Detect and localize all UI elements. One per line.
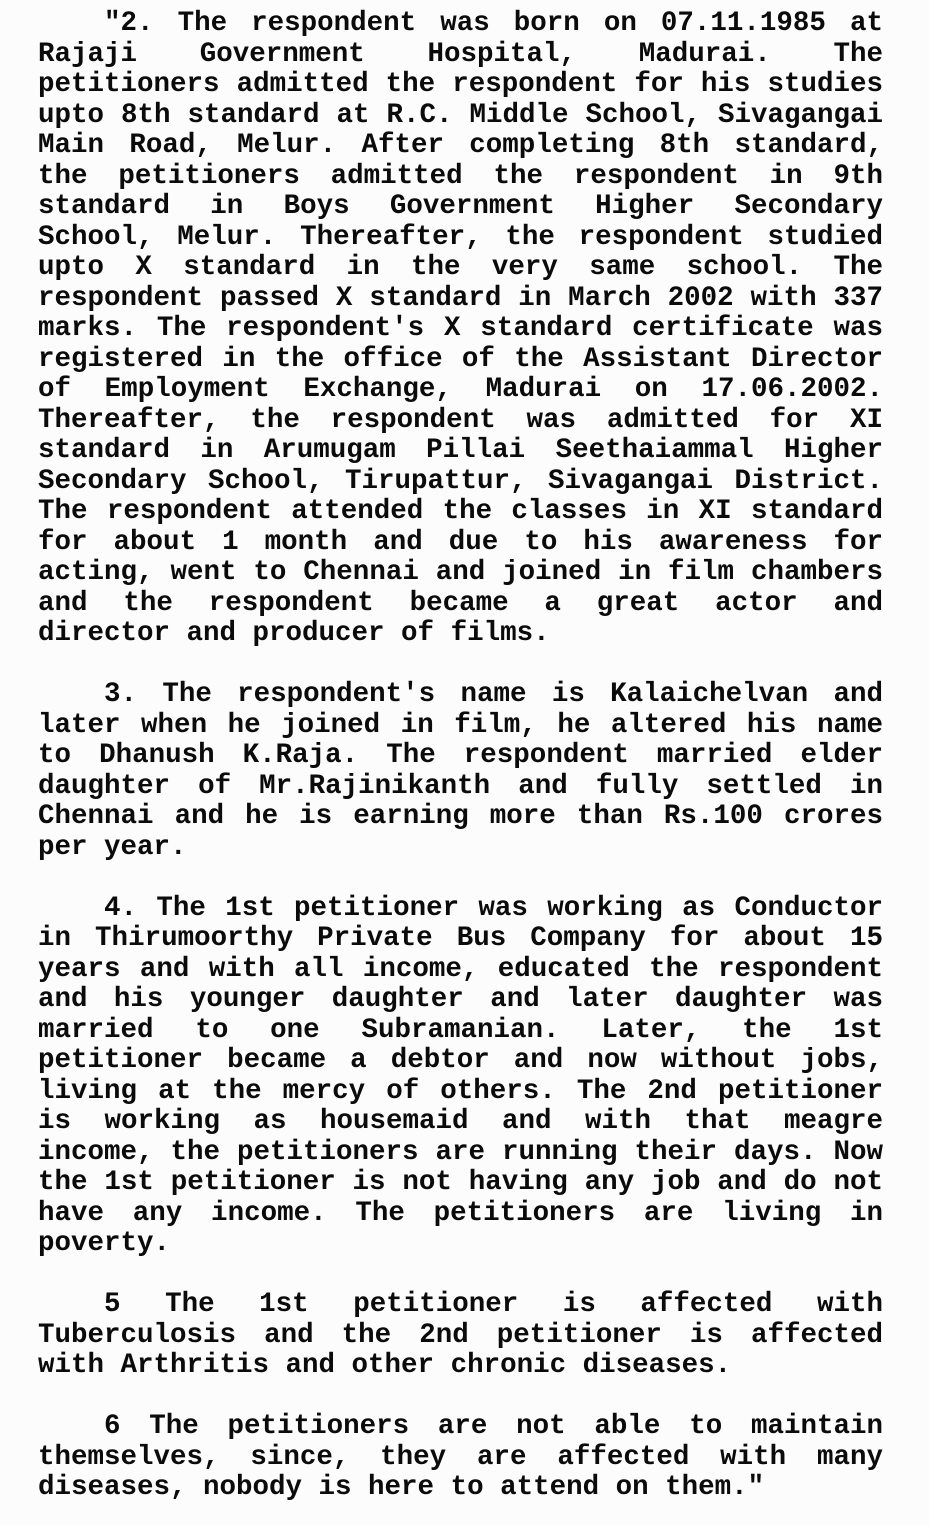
paragraph-5: 5 The 1st petitioner is affected with Tuberculosis and the 2nd petitioner is affected with Arthritis and other chronic diseases.	[38, 1289, 883, 1381]
paragraph-2: "2. The respondent was born on 07.11.1985 at Rajaji Government Hospital, Madurai. The petitioners admitted the respondent for his studies upto 8th standard at R.C. Middle School, Sivagangai Main Road, Melur. After completing 8th standard, the petitioners admitted the respondent in 9th standard in Boys Government Higher Secondary School, Melur. Thereafter, the respondent studied upto X standard in the very same school. The respondent passed X standard in March 2002 with 337 marks. The respondent's X standard certificate was registered in the office of the Assistant Director of Employment Exchange, Madurai on 17.06.2002. Thereafter, the respondent was admitted for XI standard in Arumugam Pillai Seethaiammal Higher Secondary School, Tirupattur, Sivagangai District. The respondent attended the classes in XI standard for about 1 month and due to his awareness for acting, went to Chennai and joined in film chambers and the respondent became a great actor and director and producer of films.	[38, 8, 883, 649]
paragraph-4: 4. The 1st petitioner was working as Conductor in Thirumoorthy Private Bus Company for about 15 years and with all income, educated the respondent and his younger daughter and later daughter was married to one Subramanian. Later, the 1st petitioner became a debtor and now without jobs, living at the mercy of others. The 2nd petitioner is working as housemaid and with that meagre income, the petitioners are running their days. Now the 1st petitioner is not having any job and do not have any income. The petitioners are living in poverty.	[38, 892, 883, 1259]
paragraph-3: 3. The respondent's name is Kalaichelvan and later when he joined in film, he altered his name to Dhanush K.Raja. The respondent married elder daughter of Mr.Rajinikanth and fully settled in Chennai and he is earning more than Rs.100 crores per year.	[38, 679, 883, 863]
paragraph-6: 6 The petitioners are not able to maintain themselves, since, they are affected with many diseases, nobody is here to attend on them."	[38, 1411, 883, 1503]
